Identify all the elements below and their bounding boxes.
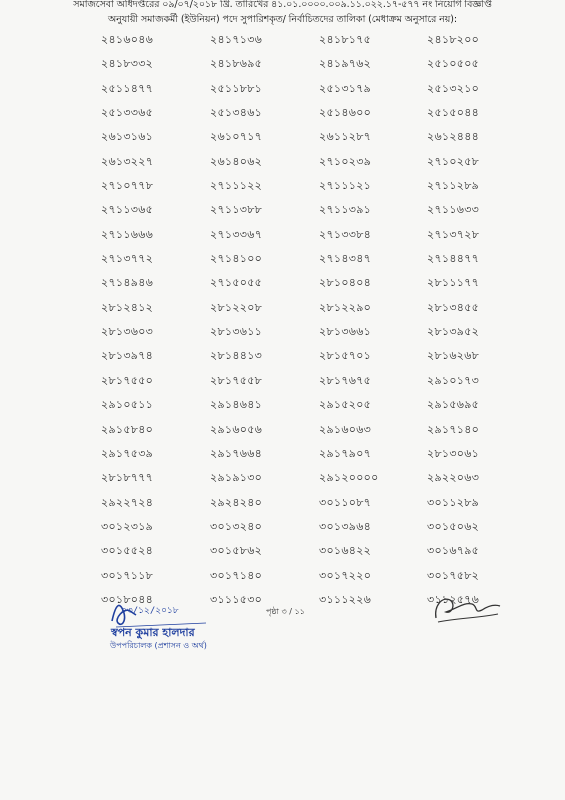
roll-number-cell: ৩০১৬৪২২ [319,544,372,558]
roll-number-cell: ২৫১৩৪৬১ [210,106,263,120]
roll-number-cell: ২৯১০৫১১ [101,398,154,412]
roll-number-cell: ২৮১৩৯৫২ [427,325,480,339]
roll-number-cell: ২৯২২৭২৪ [101,495,154,509]
roll-number-cell: ২৫১১৪৭৭ [101,81,154,95]
roll-number-cell: ২৮১৭৫৫৮ [210,373,263,387]
header-line-1: সমাজসেবা অধিদপ্তরের ০৯/০৭/২০১৮ খ্রি. তারিখের ৪১.০১.০০০০.০০৯.১১.০২২.১৭-৫৭৭ নং নিয়োগ বিজ্ঞপ্তি [73,0,492,10]
roll-number-cell: ২৯১০১৭৩ [427,373,480,387]
roll-number-cell: ২৫১০৫০৫ [427,57,480,71]
roll-number-cell: ৩০১৭১১৮ [101,568,154,582]
roll-number-cell: ২৭১৪৯৪৬ [101,276,154,290]
signatory-title: উপপরিচালক (প্রশাসন ও অর্থ) [110,641,207,650]
roll-number-cell: ২৮১৩৯৭৪ [101,349,154,363]
roll-number-cell: ২৯১২০০০০ [319,471,379,485]
roll-number-cell: ২৮১০৪০৪ [319,276,372,290]
table-row [0,423,565,447]
roll-number-cell: ২৭১১১২১ [319,179,372,193]
roll-number-cell: ২৬১৩১৬১ [101,130,154,144]
roll-number-cell: ২৯১৪৬৪১ [210,398,263,412]
roll-number-cell: ২৭১৪৩৪৭ [319,252,372,266]
roll-number-cell: ২৭১১৩৮৮ [210,203,263,217]
roll-number-cell: ২৭১৫০৫৫ [210,276,263,290]
signature-date: ০৩/১২/২০১৮ [121,606,179,616]
roll-number-cell: ৩০১১২৮৯ [427,495,480,509]
roll-number-cell: ২৯১৫২০৫ [319,398,372,412]
table-row [0,57,565,81]
table-row [0,544,565,568]
roll-number-cell: ৩০১৫০৬২ [427,519,480,533]
roll-number-cell: ২৭১৩৭২৮ [427,227,480,241]
roll-number-cell: ২৬১২৪৪৪ [427,130,480,144]
table-row [0,349,565,373]
roll-number-cell: ২৭১০৭৭৮ [101,179,154,193]
roll-number-cell: ২৮১৩৬৬১ [319,325,372,339]
roll-number-cell: ২৫১৩১৭৯ [319,81,372,95]
table-row [0,33,565,57]
roll-number-cell: ২৮১৩৬১১ [210,325,263,339]
roll-number-cell: ২৮১৬২৬৮ [427,349,480,363]
document-header [0,0,565,28]
roll-number-cell: ২৭১৩৭৭২ [101,252,154,266]
roll-number-cell: ২৬১১২৮৭ [319,130,372,144]
handwritten-signature-right [428,588,503,628]
table-row [0,520,565,544]
roll-number-cell: ৩১১১৫৩০ [210,592,263,606]
roll-number-cell: ২৮১৭৫৫০ [101,373,154,387]
roll-number-cell: ২৯১৬০৬৩ [319,422,372,436]
roll-number-cell: ৩০১৭৫৮২ [427,568,480,582]
roll-number-cell: ২৮১৩০৬১ [427,446,480,460]
roll-number-cell: ৩০১৭২২০ [319,568,372,582]
roll-number-cell: ২৭১১৬৩৩ [427,203,480,217]
roll-number-cell: ৩০১৩৯৬৪ [319,519,372,533]
table-row [0,276,565,300]
roll-number-cell: ২৮১৮৭৭৭ [101,471,154,485]
roll-number-cell: ২৯১৯১৩০ [210,471,263,485]
roll-number-cell: ২৫১৫০৪৪ [427,106,480,120]
roll-number-cell: ২৯১৫৮৪০ [101,422,154,436]
roll-number-cell: ২৮১৭৬৭৫ [319,373,372,387]
roll-number-cell: ২৯১৫৬৯৫ [427,398,480,412]
table-row [0,301,565,325]
roll-number-cell: ৩০১৮০৪৪ [101,592,154,606]
roll-number-cell: ২৮১১১৭৭ [427,276,480,290]
table-row [0,130,565,154]
roll-number-cell: ২৪১৭১৩৬ [210,33,263,46]
table-row [0,252,565,276]
roll-number-cell: ৩০১১০৮৭ [319,495,372,509]
roll-number-cell: ২৪১৮২০০ [427,33,480,46]
roll-number-cell: ২৯১৬০৫৬ [210,422,263,436]
roll-number-cell: ২৪১৯৭৬২ [319,57,372,71]
roll-number-cell: ২৮১২৪১২ [101,300,154,314]
table-row [0,106,565,130]
roll-number-cell: ২৮১৫৭০১ [319,349,372,363]
roll-number-cell: ৩০১২৩১৯ [101,519,154,533]
roll-number-cell: ৩০১৩২৪০ [210,519,263,533]
roll-number-cell: ২৭১০২৫৮ [427,154,480,168]
table-row [0,447,565,471]
table-row [0,471,565,495]
roll-number-cell: ২৬১০৭১৭ [210,130,263,144]
roll-number-cell: ৩১১২৫৭৬ [427,592,480,606]
roll-number-cell: ২৭১৩৩৮৪ [319,227,372,241]
roll-number-cell: ২৫১৩২১০ [427,81,480,95]
roll-number-cell: ২৪১৮১৭৫ [319,33,372,46]
roll-number-cell: ২৫১৪৬০০ [319,106,372,120]
page-number: পৃষ্ঠা ৩ / ১১ [266,607,305,616]
roll-number-cell: ২৫১৩৩৬৫ [101,106,154,120]
table-row [0,325,565,349]
table-row [0,203,565,227]
roll-number-cell: ২৯১৭১৪০ [427,422,480,436]
roll-number-cell: ২৭১১৬৬৬ [101,227,154,241]
header-line-2: অনুযায়ী সমাজকর্মী (ইউনিয়ন) পদে সুপারিশকৃত/ নির্বাচিতদের তালিকা (মেধাক্রম অনুসারে নয়): [108,14,457,25]
roll-number-cell: ২৮১৩৬০৩ [101,325,154,339]
roll-number-cell: ২৭১১১২২ [210,179,263,193]
roll-number-cell: ৩০১৫৫২৪ [101,544,154,558]
roll-number-cell: ২৮১৪৪১৩ [210,349,263,363]
table-row [0,374,565,398]
table-row [0,496,565,520]
roll-number-cell: ২৯১৭৯০৭ [319,446,372,460]
roll-number-cell: ২৭১৪১০০ [210,252,263,266]
roll-number-cell: ২৬১৪০৬২ [210,154,263,168]
roll-number-cell: ২৪১৬০৪৬ [101,33,154,46]
roll-number-cell: ৩০১৬৭৯৫ [427,544,480,558]
roll-number-cell: ২৭১৩৩৬৭ [210,227,263,241]
roll-number-cell: ২৯২২০৬৩ [427,471,480,485]
roll-number-cell: ২৮১২২৯০ [319,300,372,314]
table-row [0,228,565,252]
roll-number-cell: ২৫১১৮৮১ [210,81,263,95]
roll-number-cell: ২৭১১৩৯১ [319,203,372,217]
roll-number-cell: ২৪১৮৬৯৫ [210,57,263,71]
roll-number-cell: ৩১১১২২৬ [319,592,372,606]
roll-number-table [0,33,565,617]
table-row [0,179,565,203]
roll-number-cell: ২৭১০২৩৯ [319,154,372,168]
roll-number-cell: ২৭১১২৮৯ [427,179,480,193]
roll-number-cell: ২৭১৪৪৭৭ [427,252,480,266]
roll-number-cell: ৩০১৫৮৬২ [210,544,263,558]
table-row [0,155,565,179]
table-row [0,82,565,106]
roll-number-cell: ২৬১৩২২৭ [101,154,154,168]
roll-number-cell: ২৭১১৩৬৫ [101,203,154,217]
roll-number-cell: ২৯২৪২৪০ [210,495,263,509]
signatory-name: স্বপন কুমার হালদার [111,626,195,639]
table-row [0,398,565,422]
roll-number-cell: ৩০১৭১৪০ [210,568,263,582]
roll-number-cell: ২৯১৭৬৬৪ [210,446,263,460]
roll-number-cell: ২৮১২২০৮ [210,300,263,314]
roll-number-cell: ২৮১৩৪৫৫ [427,300,480,314]
roll-number-cell: ২৪১৮৩৩২ [101,57,154,71]
roll-number-cell: ২৯১৭৫৩৯ [101,446,154,460]
